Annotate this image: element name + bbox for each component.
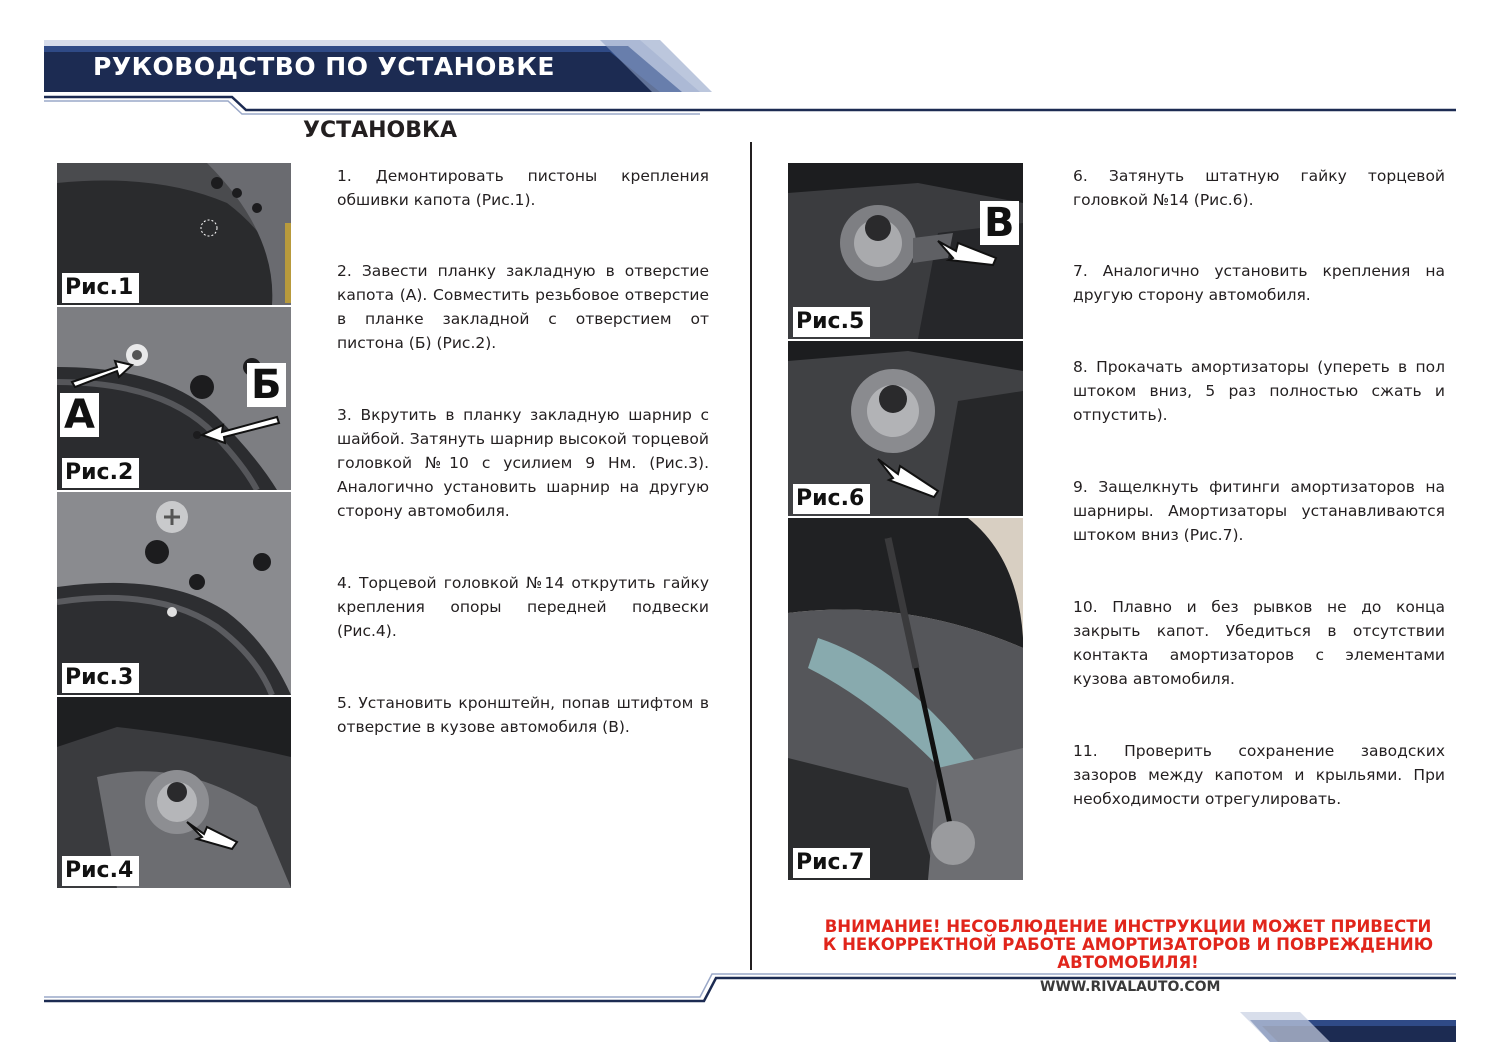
figure-4-photo <box>57 697 291 888</box>
marker-a: А <box>60 393 99 437</box>
step-4: 4. Торцевой головкой №14 открутить гайку крепления опоры передней подвески (Рис.4). <box>337 574 709 640</box>
step-6: 6. Затянуть штатную гайку торцевой головкой №14 (Рис.6). <box>1073 167 1445 209</box>
step-1: 1. Демонтировать пистоны крепления обшивки капота (Рис.1). <box>337 167 709 209</box>
step-10: 10. Плавно и без рывков не до конца закрыть капот. Убедиться в отсутствии контакта амортизаторов с элементами кузова автомобиля. <box>1073 598 1445 688</box>
figure-1-photo <box>57 163 291 305</box>
figure-6-label: Рис.6 <box>793 484 870 514</box>
marker-b: Б <box>247 363 286 407</box>
figure-4-label: Рис.4 <box>62 856 139 886</box>
figure-5-label: Рис.5 <box>793 307 870 337</box>
header-banner <box>0 0 1500 120</box>
figure-2-photo <box>57 307 291 490</box>
figure-3-label: Рис.3 <box>62 663 139 693</box>
figure-1-label: Рис.1 <box>62 273 139 303</box>
step-5: 5. Установить кронштейн, попав штифтом в отверстие в кузове автомобиля (В). <box>337 694 709 736</box>
figure-2-label: Рис.2 <box>62 458 139 488</box>
step-11: 11. Проверить сохранение заводских зазоров между капотом и крыльями. При необходимости отрегулировать. <box>1073 742 1445 808</box>
figure-5-photo <box>788 163 1023 339</box>
section-title: УСТАНОВКА <box>303 118 458 143</box>
step-9: 9. Защелкнуть фитинги амортизаторов на шарниры. Амортизаторы устанавливаются штоком вниз (Рис.7). <box>1073 478 1445 544</box>
figure-7-photo <box>788 518 1023 880</box>
website-link[interactable]: WWW.RIVALAUTO.COM <box>1040 979 1221 995</box>
step-7: 7. Аналогично установить крепления на другую сторону автомобиля. <box>1073 262 1445 304</box>
column-divider <box>750 142 752 970</box>
warning-notice: ВНИМАНИЕ! НЕСОБЛЮДЕНИЕ ИНСТРУКЦИИ МОЖЕТ ПРИВЕСТИ К НЕКОРРЕКТНОЙ РАБОТЕ АМОРТИЗАТОРОВ И ПОВРЕЖДЕНИЮ АВТОМОБИЛЯ! <box>822 917 1434 972</box>
marker-v: В <box>980 201 1019 245</box>
figure-7-label: Рис.7 <box>793 848 870 878</box>
step-3: 3. Вкрутить в планку закладную шарнир с шайбой. Затянуть шарнир высокой торцевой головкой №10 с усилием 9 Нм. (Рис.3). Аналогично установить шарнир на другую сторону автомобиля. <box>337 406 709 520</box>
step-2: 2. Завести планку закладную в отверстие капота (А). Совместить резьбовое отверстие в планке закладной с отверстием от пистона (Б) (Рис.2). <box>337 262 709 352</box>
figure-6-photo <box>788 341 1023 516</box>
figure-3-photo <box>57 492 291 695</box>
footer-graphic <box>0 960 1500 1060</box>
step-8: 8. Прокачать амортизаторы (упереть в пол штоком вниз, 5 раз полностью сжать и отпустить). <box>1073 358 1445 424</box>
page-title: РУКОВОДСТВО ПО УСТАНОВКЕ <box>93 52 555 81</box>
